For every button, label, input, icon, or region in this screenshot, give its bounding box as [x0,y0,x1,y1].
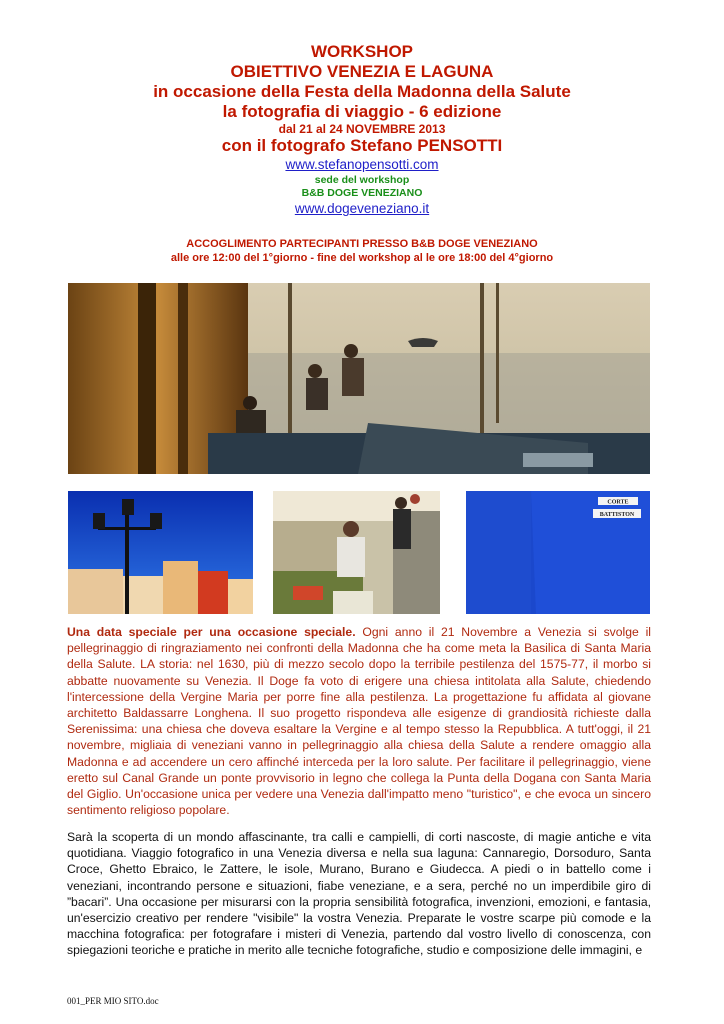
venue-website-link[interactable]: www.dogeveneziano.it [294,201,430,216]
photographer-website-link[interactable]: www.stefanopensotti.com [285,157,439,172]
rialto-market-photo [273,491,440,614]
street-sign-corte: CORTE [607,499,629,506]
blue-wall-photo [466,491,650,614]
document-header [0,42,724,218]
paragraph-lead: Una data speciale per una occasione speciale. [67,625,356,639]
title-edition: la fotografia di viaggio - 6 edizione [222,102,502,121]
street-sign-name: BATTISTON [599,512,635,518]
title-main: OBIETTIVO VENEZIA E LAGUNA [230,62,494,81]
title-occasion: in occasione della Festa della Madonna della Salute [153,82,571,101]
footer-filename: 001_PER MIO SITO.doc [67,996,159,1006]
photographer-line: con il fotografo Stefano PENSOTTI [221,136,503,155]
venue-label: sede del workshop [314,174,410,186]
reception-line2: alle ore 12:00 del 1°giorno - fine del workshop al le ore 18:00 del 4°giorno [170,252,554,264]
lagoon-fishermen-photo [68,283,650,474]
venice-lamppost-photo [68,491,253,614]
reception-line1: ACCOGLIMENTO PARTECIPANTI PRESSO B&B DOGE VENEZIANO [186,238,538,250]
paragraph-special-date [67,624,651,818]
reception-info [0,237,724,265]
paragraph-discovery: Sarà la scoperta di un mondo affascinante, tra calli e campielli, di corti nascoste, di magie antiche e vita quotidiana. Viaggio fotografico in una Venezia diversa e nella sua laguna: Cannaregio, Dorsoduro, Santa Croce, Ghetto Ebraico, le Zattere, le isole, Murano, Burano e Giudecca. A piedi o in battello come i veneziani, incontrando persone e situazioni, fiabe veneziane, e a sera, perché no un imperdibile giro di ”bacari”. Una occasione per misurarsi con la propria sensibilità fotografica, invenzioni, emozioni, e fantasia, un'esercizio creativo per rendere "visibile" la vostra Venezia. Preparate le vostre scarpe più comode e la macchina fotografica: per fotografare i misteri di Venezia, partendo dal vostro livello di conoscenza, con spiegazioni teoriche e pratiche in merito alle tecniche fotografiche, studio e composizione delle immagini, e [67,830,651,958]
paragraph-body: Ogni anno il 21 Novembre a Venezia si svolge il pellegrinaggio di ringraziamento nei confronti della Madonna che ha come meta la Basilica di Santa Maria della Salute. LA storia: nel 1630, più di mezzo secolo dopo la terribile pestilenza del 1575-77, il morbo si abbatte nuovamente su Venezia. Il Doge fa voto di erigere una chiesa intitolata alla Salute, chiedendo l'intercessione della Vergine Maria per porre fine alla pestilenza. La progettazione fu affidata al giovane architetto Baldassarre Longhena. Il suo progetto rispondeva alle esigenze di grandiosità richieste dalla Serenissima: una chiesa che doveva esaltare la Vergine e al tempo stesso la Repubblica. A tutt'oggi, il 21 novembre, migliaia di veneziani vanno in pellegrinaggio alla chiesa della Salute a rendere omaggio alla Madonna e ad accendere un cero affinché interceda per la loro salute. Per facilitare il pellegrinaggio, viene eretto sul Canal Grande un ponte provvisorio in legno che collega la Punta della Dogana con Santa Maria del Giglio. Un'occasione unica per vedere una Venezia dall'impatto meno "turistico", e che evoca un sincero sentimento religioso popolare. [67,625,651,818]
event-dates: dal 21 al 24 NOVEMBRE 2013 [278,122,446,136]
title-workshop: WORKSHOP [311,42,413,61]
venue-name: B&B DOGE VENEZIANO [301,187,423,199]
